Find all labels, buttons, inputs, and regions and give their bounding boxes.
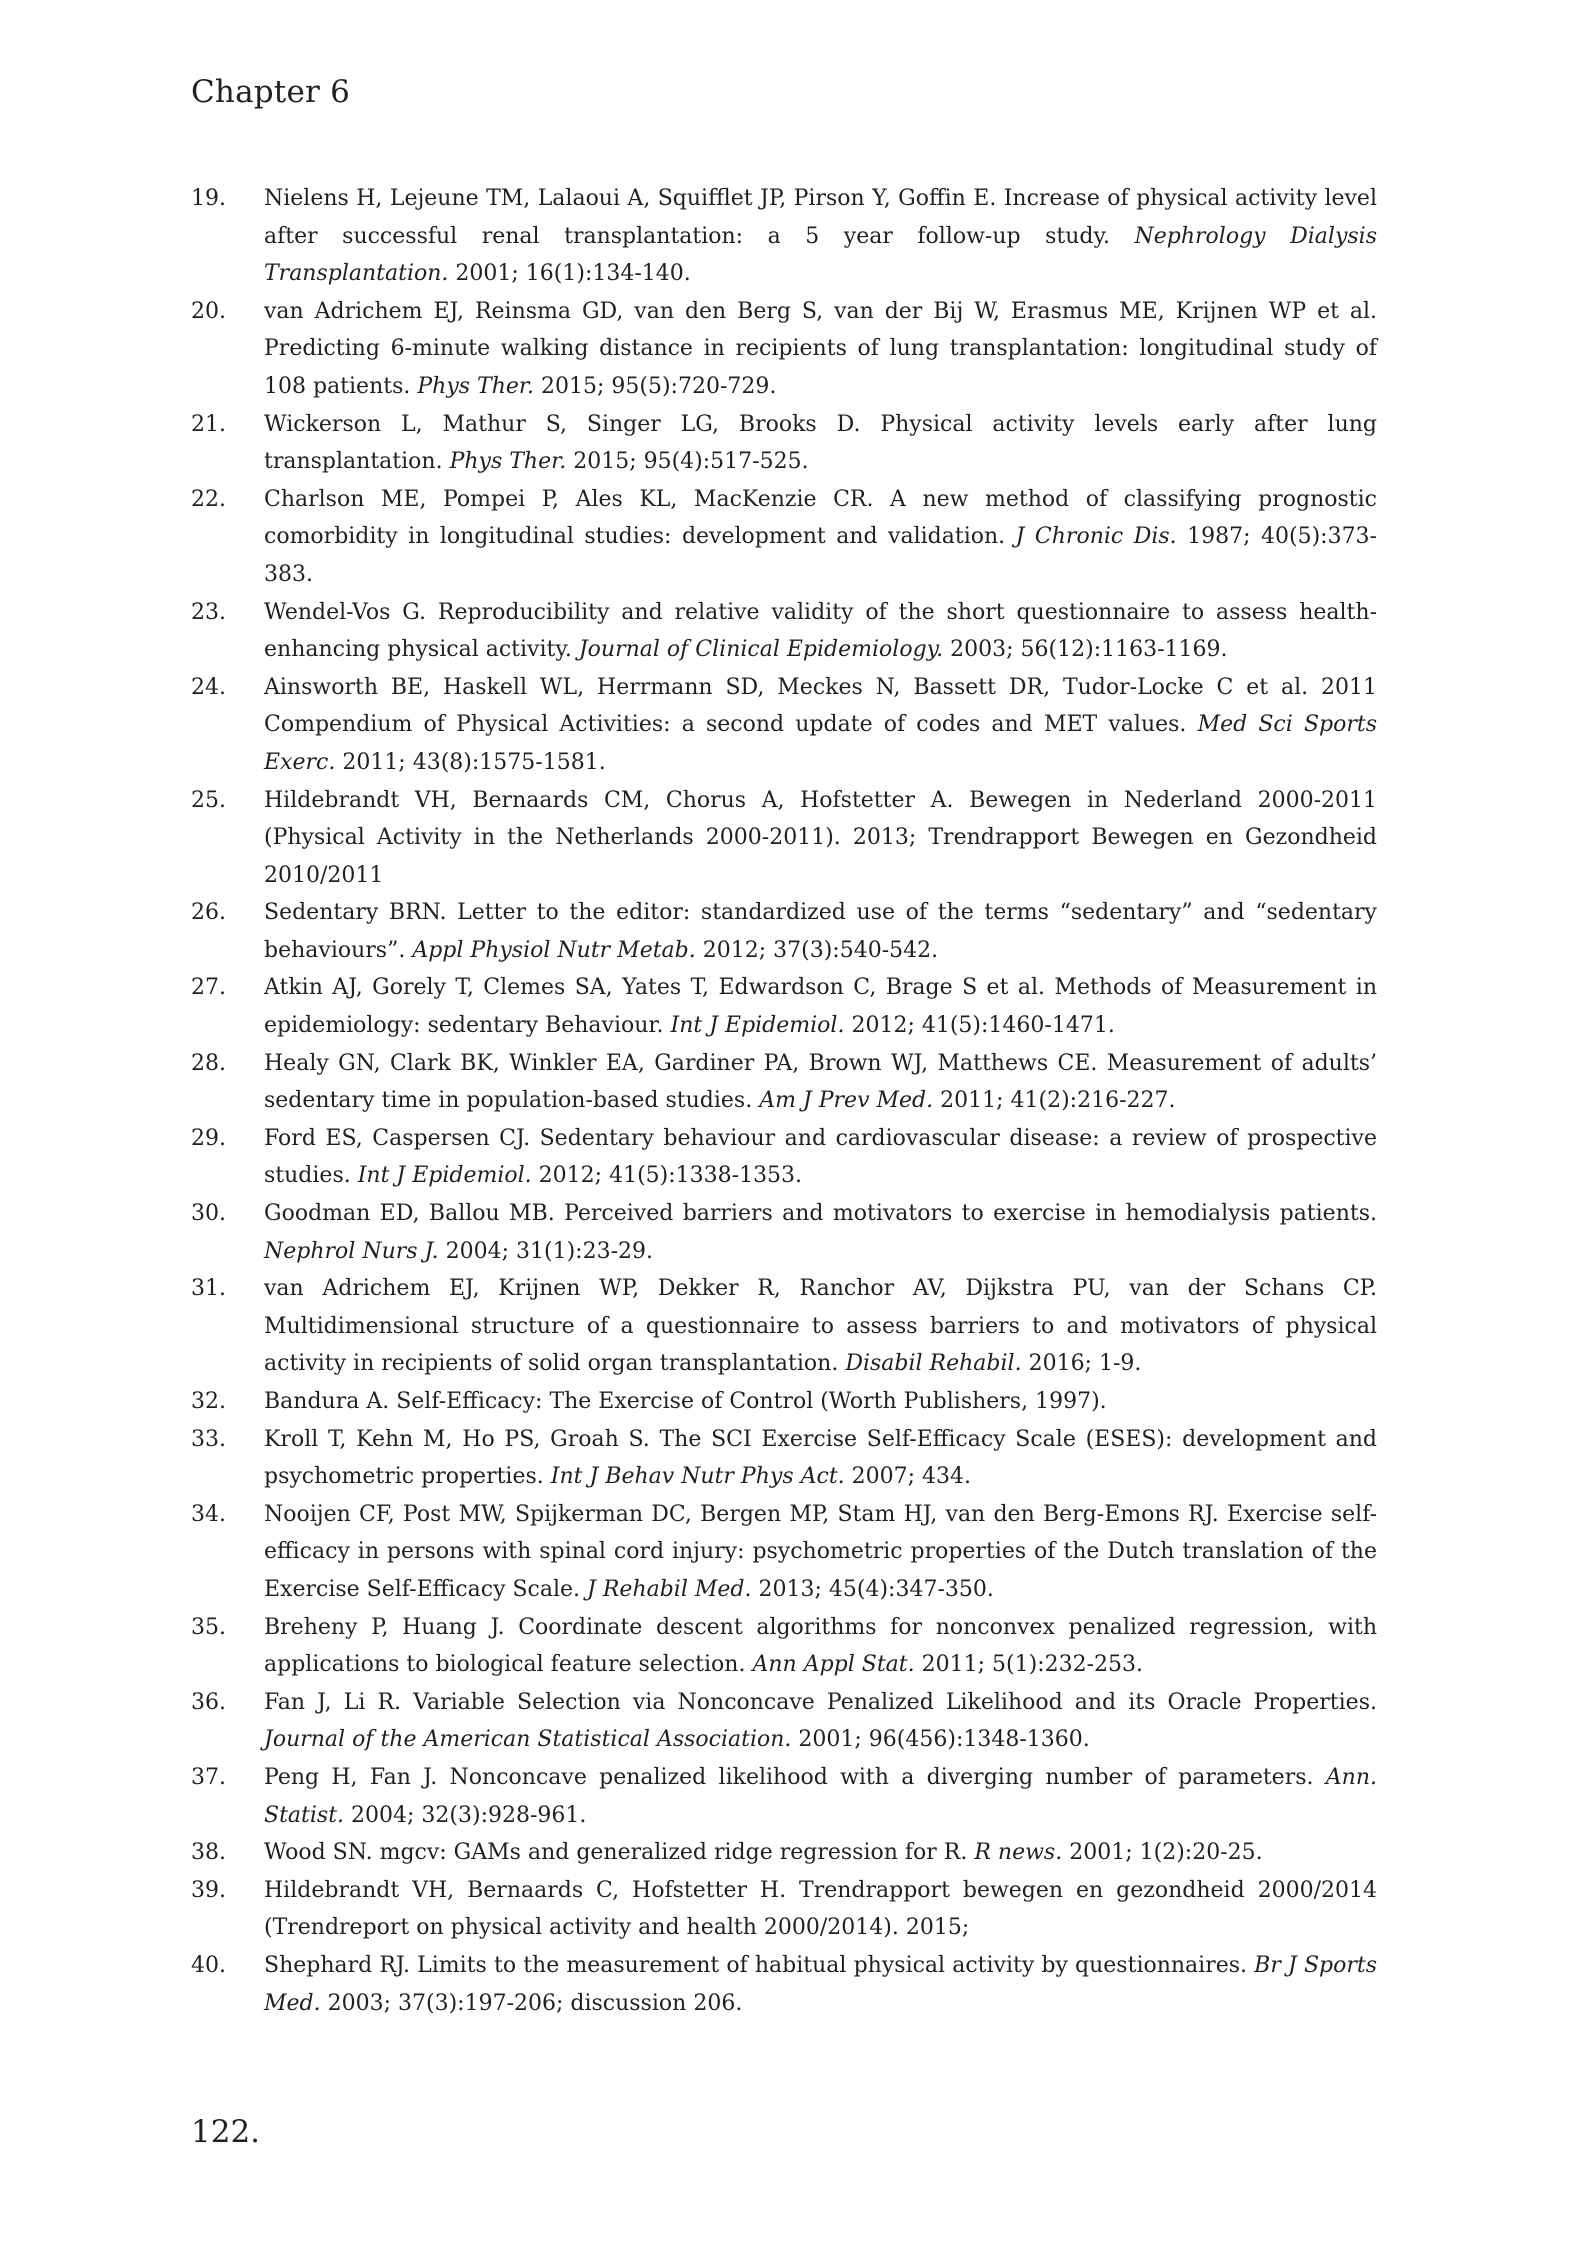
reference-text (264, 782, 1377, 895)
reference-item (191, 894, 1377, 969)
reference-body: Ainsworth BE, Haskell WL, Herrmann SD, Meckes N, Bassett DR, Tudor-Locke C et al. 2011 Compendium of Physical Activities: a second update of codes and MET values. (264, 674, 1377, 738)
reference-text (264, 669, 1377, 782)
reference-item (191, 1834, 1377, 1872)
reference-number: 19. (191, 186, 226, 211)
reference-details: 2007; 434. (844, 1464, 972, 1490)
reference-number: 26. (191, 900, 226, 926)
reference-number: 32. (191, 1389, 226, 1414)
journal-title: Nephrol Nurs J. (264, 1238, 439, 1264)
reference-details: 2012; 41(5):1460-1471. (844, 1013, 1115, 1039)
reference-text (264, 1120, 1377, 1195)
reference-item (191, 180, 1377, 293)
journal-title: Int J Epidemiol. (357, 1163, 532, 1189)
reference-item (191, 293, 1377, 406)
reference-text (264, 1872, 1377, 1947)
reference-details: 2013; 45(4):347-350. (751, 1576, 994, 1602)
reference-item (191, 481, 1377, 594)
reference-text (264, 1834, 1377, 1872)
reference-text (264, 180, 1377, 293)
reference-item (191, 1195, 1377, 1270)
journal-title: R news. (974, 1840, 1063, 1866)
chapter-heading: Chapter 6 (191, 74, 351, 110)
journal-title: Br J Sports Med. (264, 1952, 1377, 2016)
reference-body: Wickerson L, Mathur S, Singer LG, Brooks D. Physical activity levels early after lung transplantation. (264, 411, 1377, 475)
reference-body: Wood SN. mgcv: GAMs and generalized ridge regression for R. (264, 1840, 975, 1866)
reference-number: 22. (191, 486, 226, 512)
reference-item (191, 1684, 1377, 1759)
reference-item (191, 406, 1377, 481)
reference-body: Wendel-Vos G. Reproducibility and relative validity of the short questionnaire to assess health-enhancing physical activity. (264, 599, 1377, 663)
reference-details: 2015; 95(4):517-525. (566, 449, 809, 475)
reference-number: 31. (191, 1276, 226, 1302)
reference-body: Breheny P, Huang J. Coordinate descent algorithms for nonconvex penalized regression, with applications to biological feature selection. (264, 1614, 1377, 1678)
reference-item (191, 1872, 1377, 1947)
reference-body: Sedentary BRN. Letter to the editor: standardized use of the terms “sedentary” and “sedentary behaviours”. (264, 900, 1377, 963)
journal-title: Phys Ther. (417, 373, 535, 399)
reference-details: 2015; 95(5):720-729. (534, 373, 777, 399)
reference-list (191, 180, 1377, 2022)
reference-body: Goodman ED, Ballou MB. Perceived barriers and motivators to exercise in hemodialysis patients. (264, 1201, 1377, 1227)
reference-item (191, 1120, 1377, 1195)
reference-body: Nielens H, Lejeune TM, Lalaoui A, Squifflet JP, Pirson Y, Goffin E. Increase of physical activity level after successful renal transplantation: a 5 year follow-up study. (264, 186, 1377, 249)
reference-details: 2001; 96(456):1348-1360. (791, 1727, 1090, 1753)
reference-details: 2001; 16(1):134-140. (448, 261, 691, 287)
reference-body: Hildebrandt VH, Bernaards CM, Chorus A, Hofstetter A. Bewegen in Nederland 2000-2011 (Physical Activity in the Netherlands 2000-2011). 2013; Trendrapport Bewegen en Gezondheid 2010/2011 (264, 787, 1377, 888)
reference-number: 28. (191, 1050, 226, 1076)
reference-text (264, 894, 1377, 969)
reference-body: Nooijen CF, Post MW, Spijkerman DC, Bergen MP, Stam HJ, van den Berg-Emons RJ. Exercise self-efficacy in persons with spinal cord injury: psychometric properties of the Dutch translation of the Exercise Self-Efficacy Scale. (264, 1501, 1377, 1602)
reference-body: van Adrichem EJ, Reinsma GD, van den Berg S, van der Bij W, Erasmus ME, Krijnen WP et al. Predicting 6-minute walking distance in recipients of lung transplantation: longitudinal study of 108 patients. (264, 298, 1377, 399)
reference-number: 29. (191, 1125, 226, 1151)
reference-details: 2001; 1(2):20-25. (1062, 1840, 1263, 1866)
reference-details: 2003; 56(12):1163-1169. (943, 637, 1228, 663)
reference-number: 20. (191, 298, 226, 324)
journal-title: Ann Appl Stat. (752, 1652, 915, 1678)
reference-number: 23. (191, 599, 226, 625)
journal-title: Appl Physiol Nutr Metab. (412, 937, 696, 963)
journal-title: Ann. Statist. (264, 1764, 1377, 1828)
reference-details: 2012; 41(5):1338-1353. (531, 1163, 803, 1189)
reference-number: 30. (191, 1201, 226, 1227)
journal-title: Nephrology Dialysis Transplantation. (264, 223, 1377, 287)
journal-title: Med Sci Sports Exerc. (264, 712, 1377, 775)
journal-title: Int J Behav Nutr Phys Act. (550, 1464, 845, 1490)
reference-text (264, 481, 1377, 594)
journal-title: Am J Prev Med. (759, 1088, 934, 1114)
reference-body: Peng H, Fan J. Nonconcave penalized likelihood with a diverging number of parameters. (264, 1764, 1326, 1790)
reference-number: 25. (191, 787, 226, 813)
reference-number: 27. (191, 975, 226, 1001)
reference-details: 2016; 1-9. (1021, 1351, 1142, 1377)
reference-item (191, 1609, 1377, 1684)
page-number: 122. (191, 2114, 261, 2150)
reference-text (264, 1270, 1377, 1383)
reference-body: Charlson ME, Pompei P, Ales KL, MacKenzie CR. A new method of classifying prognostic comorbidity in longitudinal studies: development and validation. (264, 486, 1377, 550)
reference-details: 2012; 37(3):540-542. (695, 937, 939, 963)
reference-item (191, 1421, 1377, 1496)
reference-body: Healy GN, Clark BK, Winkler EA, Gardiner PA, Brown WJ, Matthews CE. Measurement of adults’ sedentary time in population-based studies. (264, 1050, 1377, 1114)
reference-text (264, 1609, 1377, 1684)
reference-details: 2003; 37(3):197-206; discussion 206. (320, 1990, 743, 2016)
reference-text (264, 1045, 1377, 1120)
journal-title: J Chronic Dis. (1015, 524, 1177, 550)
reference-number: 36. (191, 1689, 226, 1715)
reference-body: Hildebrandt VH, Bernaards C, Hofstetter H. Trendrapport bewegen en gezondheid 2000/2014 (Trendreport on physical activity and health 2000/2014). 2015; (264, 1877, 1377, 1941)
reference-body: Fan J, Li R. Variable Selection via Nonconcave Penalized Likelihood and its Oracle Properties. (264, 1689, 1377, 1715)
reference-item (191, 1947, 1377, 2022)
reference-number: 21. (191, 411, 226, 437)
reference-text (264, 1684, 1377, 1759)
reference-body: Shephard RJ. Limits to the measurement of habitual physical activity by questionnaires. (264, 1952, 1255, 1978)
reference-text (264, 594, 1377, 669)
reference-details: 2004; 32(3):928-961. (344, 1802, 587, 1828)
reference-text (264, 406, 1377, 481)
reference-body: Kroll T, Kehn M, Ho PS, Groah S. The SCI Exercise Self-Efficacy Scale (ESES): development and psychometric properties. (264, 1426, 1377, 1490)
journal-title: Journal of the American Statistical Association. (264, 1727, 792, 1753)
reference-details: 2004; 31(1):23-29. (438, 1238, 654, 1264)
reference-number: 39. (191, 1877, 226, 1903)
reference-text (264, 1421, 1377, 1496)
reference-item (191, 1383, 1377, 1421)
reference-text (264, 969, 1377, 1044)
reference-details: 1987; 40(5):373-383. (264, 524, 1377, 587)
reference-number: 35. (191, 1614, 226, 1640)
reference-number: 37. (191, 1764, 226, 1790)
reference-text (264, 1383, 1377, 1421)
reference-number: 38. (191, 1840, 226, 1866)
reference-item (191, 1270, 1377, 1383)
reference-item (191, 782, 1377, 895)
reference-text (264, 1195, 1377, 1270)
reference-body: van Adrichem EJ, Krijnen WP, Dekker R, Ranchor AV, Dijkstra PU, van der Schans CP. Multidimensional structure of a questionnaire to assess barriers to and motivators of physical activity in recipients of solid organ transplantation. (264, 1276, 1377, 1377)
reference-item (191, 594, 1377, 669)
reference-number: 24. (191, 674, 226, 700)
reference-number: 33. (191, 1426, 226, 1452)
reference-details: 2011; 43(8):1575-1581. (335, 749, 606, 775)
reference-number: 34. (191, 1501, 226, 1527)
journal-title: Journal of Clinical Epidemiology. (578, 637, 944, 663)
reference-text (264, 1947, 1377, 2022)
journal-title: Phys Ther. (449, 449, 567, 475)
reference-text (264, 1759, 1377, 1834)
journal-title: Int J Epidemiol. (670, 1013, 845, 1039)
reference-item (191, 969, 1377, 1044)
reference-item (191, 669, 1377, 782)
journal-title: J Rehabil Med. (587, 1576, 752, 1602)
reference-body: Bandura A. Self-Efficacy: The Exercise of Control (Worth Publishers, 1997). (264, 1389, 1107, 1414)
reference-text (264, 293, 1377, 406)
reference-details: 2011; 41(2):216-227. (933, 1088, 1176, 1114)
reference-details: 2011; 5(1):232-253. (914, 1652, 1144, 1678)
reference-body: Atkin AJ, Gorely T, Clemes SA, Yates T, Edwardson C, Brage S et al. Methods of Measurement in epidemiology: sedentary Behaviour. (264, 975, 1377, 1039)
journal-title: Disabil Rehabil. (845, 1351, 1022, 1377)
reference-item (191, 1045, 1377, 1120)
reference-number: 40. (191, 1952, 226, 1978)
reference-text (264, 1496, 1377, 1609)
reference-body: Ford ES, Caspersen CJ. Sedentary behaviour and cardiovascular disease: a review of prospective studies. (264, 1125, 1377, 1189)
reference-item (191, 1759, 1377, 1834)
reference-item (191, 1496, 1377, 1609)
